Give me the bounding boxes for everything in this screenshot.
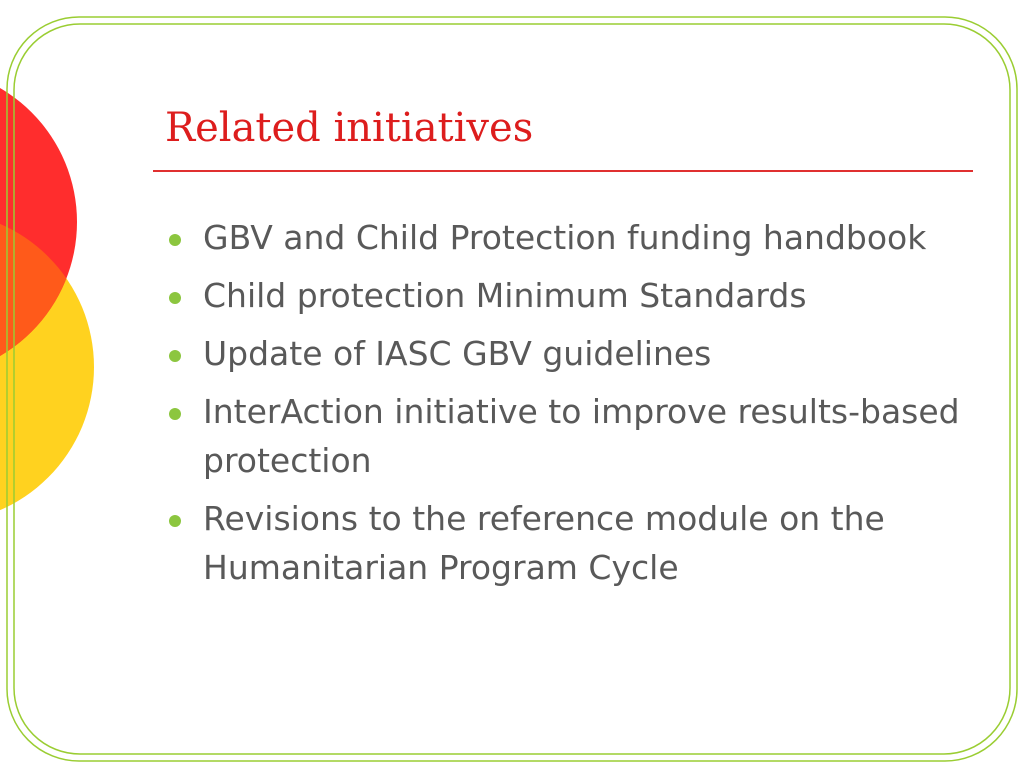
list-item bbox=[165, 387, 985, 485]
title-underline bbox=[153, 170, 973, 172]
bullet-text: Child protection Minimum Standards bbox=[203, 276, 807, 315]
bullet-dot-icon bbox=[169, 515, 181, 527]
list-item bbox=[165, 494, 985, 592]
list-item bbox=[165, 271, 985, 320]
bullet-text: GBV and Child Protection funding handbook bbox=[203, 218, 927, 257]
list-item bbox=[165, 329, 985, 378]
list-item bbox=[165, 213, 985, 262]
bullet-dot-icon bbox=[169, 350, 181, 362]
bullet-dot-icon bbox=[169, 292, 181, 304]
bullet-text: InterAction initiative to improve results-based protection bbox=[203, 392, 960, 480]
bullet-list bbox=[165, 213, 985, 601]
slide-title: Related initiatives bbox=[165, 105, 534, 151]
bullet-text: Revisions to the reference module on the Humanitarian Program Cycle bbox=[203, 499, 885, 587]
bullet-dot-icon bbox=[169, 408, 181, 420]
bullet-dot-icon bbox=[169, 234, 181, 246]
bullet-text: Update of IASC GBV guidelines bbox=[203, 334, 712, 373]
